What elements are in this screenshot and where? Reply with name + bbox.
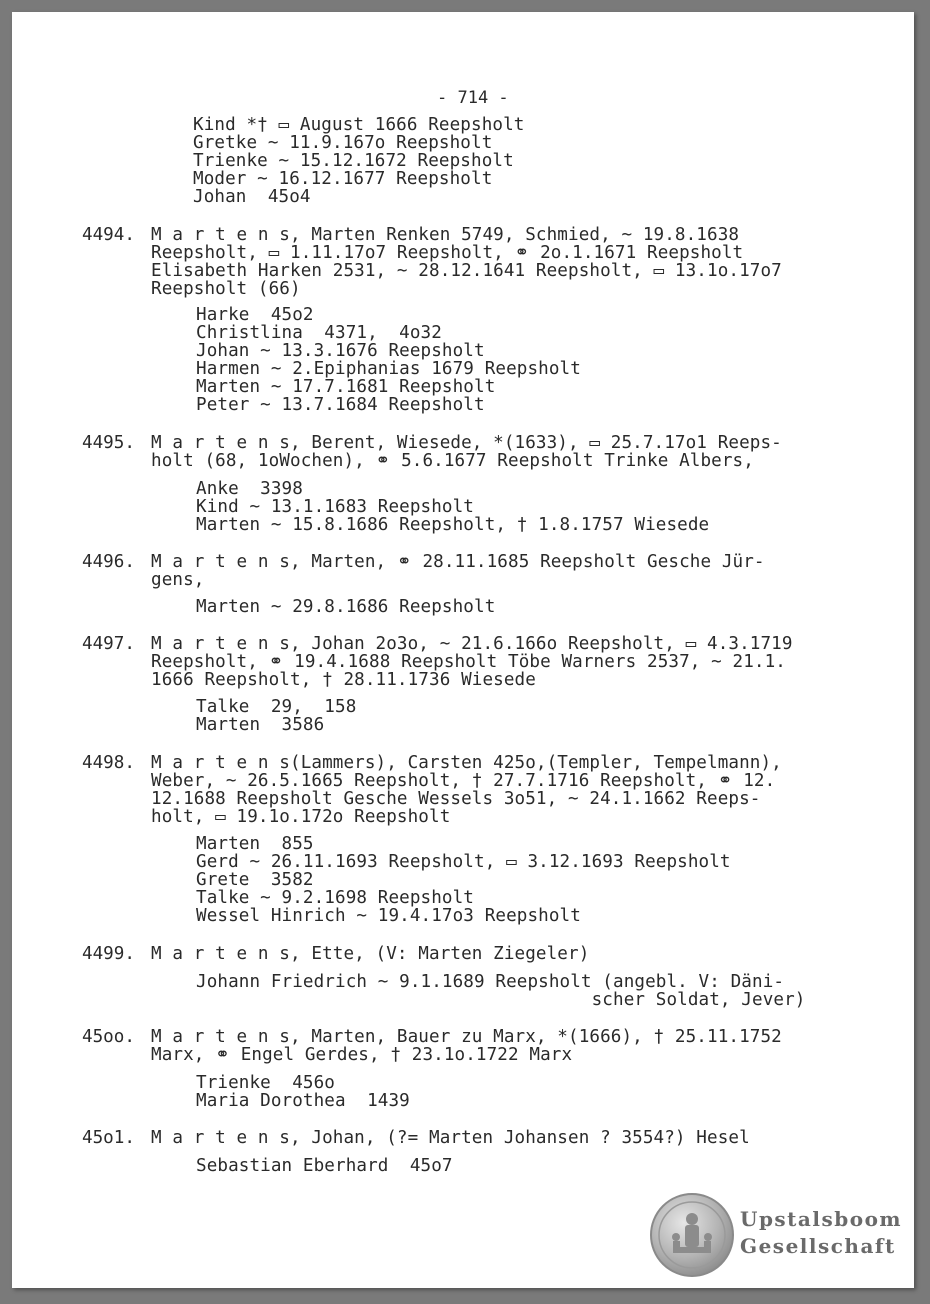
child-line: Talke 29, 158: [196, 697, 357, 717]
seal-logo-icon: [649, 1192, 735, 1278]
entry-line: holt (68, 1oWochen), ⚭ 5.6.1677 Reepsholt Trinke Albers,: [151, 451, 754, 471]
child-line: Talke ~ 9.2.1698 Reepsholt: [196, 888, 475, 908]
intro-line: Moder ~ 16.12.1677 Reepsholt: [193, 169, 493, 189]
child-line: Marten 855: [196, 834, 314, 854]
child-line: Marten ~ 17.7.1681 Reepsholt: [196, 377, 496, 397]
child-line: Trienke 456o: [196, 1073, 336, 1093]
entry-line: 12.1688 Reepsholt Gesche Wessels 3o51, ~ 24.1.1662 Reeps-: [151, 789, 761, 809]
entry-line: Reepsholt, ▭ 1.11.17o7 Reepsholt, ⚭ 2o.1.1671 Reepsholt: [151, 243, 744, 263]
child-line: Johann Friedrich ~ 9.1.1689 Reepsholt (angebl. V: Däni-: [196, 972, 785, 992]
entry-number: 4499.: [82, 944, 135, 964]
entry-line: Marx, ⚭ Engel Gerdes, † 23.1o.1722 Marx: [151, 1045, 573, 1065]
entry-number: 4495.: [82, 433, 135, 453]
child-line: Maria Dorothea 1439: [196, 1091, 410, 1111]
entry-number: 4498.: [82, 753, 135, 773]
entry-line: Reepsholt (66): [151, 279, 301, 299]
intro-line: Kind *† ▭ August 1666 Reepsholt: [193, 115, 525, 135]
child-line: scher Soldat, Jever): [196, 990, 806, 1010]
child-line: Sebastian Eberhard 45o7: [196, 1156, 453, 1176]
entry-line: M a r t e n s, Ette, (V: Marten Ziegeler): [151, 944, 590, 964]
entry-line: M a r t e n s, Berent, Wiesede, *(1633), ▭ 25.7.17o1 Reeps-: [151, 433, 782, 453]
entry-line: Reepsholt, ⚭ 19.4.1688 Reepsholt Töbe Warners 2537, ~ 21.1.: [151, 652, 786, 672]
entry-number: 45oo.: [82, 1027, 135, 1047]
child-line: Marten ~ 15.8.1686 Reepsholt, † 1.8.1757 Wiesede: [196, 515, 710, 535]
document-page: [12, 12, 914, 1288]
child-line: Marten 3586: [196, 715, 325, 735]
entry-line: M a r t e n s, Johan 2o3o, ~ 21.6.166o Reepsholt, ▭ 4.3.1719: [151, 634, 793, 654]
child-line: Anke 3398: [196, 479, 303, 499]
entry-number: 4497.: [82, 634, 135, 654]
entry-line: gens,: [151, 570, 205, 590]
logo-line-1: Upstalsboom: [740, 1207, 903, 1231]
entry-line: M a r t e n s, Marten, ⚭ 28.11.1685 Reepsholt Gesche Jür-: [151, 552, 765, 572]
entry-number: 4496.: [82, 552, 135, 572]
entry-number: 4494.: [82, 225, 135, 245]
child-line: Marten ~ 29.8.1686 Reepsholt: [196, 597, 496, 617]
child-line: Peter ~ 13.7.1684 Reepsholt: [196, 395, 485, 415]
child-line: Harke 45o2: [196, 305, 314, 325]
child-line: Grete 3582: [196, 870, 314, 890]
entry-line: M a r t e n s(Lammers), Carsten 425o,(Templer, Tempelmann),: [151, 753, 782, 773]
entry-number: 45o1.: [82, 1128, 135, 1148]
logo-line-2: Gesellschaft: [740, 1234, 896, 1258]
entry-line: 1666 Reepsholt, † 28.11.1736 Wiesede: [151, 670, 536, 690]
page-number: - 714 -: [437, 88, 509, 108]
child-line: Christlina 4371, 4o32: [196, 323, 442, 343]
child-line: Harmen ~ 2.Epiphanias 1679 Reepsholt: [196, 359, 581, 379]
society-logo-text: [740, 1206, 902, 1260]
child-line: Johan ~ 13.3.1676 Reepsholt: [196, 341, 485, 361]
entry-line: Elisabeth Harken 2531, ~ 28.12.1641 Reepsholt, ▭ 13.1o.17o7: [151, 261, 782, 281]
intro-line: Trienke ~ 15.12.1672 Reepsholt: [193, 151, 514, 171]
child-line: Kind ~ 13.1.1683 Reepsholt: [196, 497, 475, 517]
child-line: Wessel Hinrich ~ 19.4.17o3 Reepsholt: [196, 906, 581, 926]
entry-line: Weber, ~ 26.5.1665 Reepsholt, † 27.7.1716 Reepsholt, ⚭ 12.: [151, 771, 776, 791]
entry-line: M a r t e n s, Marten, Bauer zu Marx, *(1666), † 25.11.1752: [151, 1027, 782, 1047]
entry-line: M a r t e n s, Marten Renken 5749, Schmied, ~ 19.8.1638: [151, 225, 740, 245]
entry-line: M a r t e n s, Johan, (?= Marten Johansen ? 3554?) Hesel: [151, 1128, 750, 1148]
child-line: Gerd ~ 26.11.1693 Reepsholt, ▭ 3.12.1693 Reepsholt: [196, 852, 731, 872]
intro-line: Gretke ~ 11.9.167o Reepsholt: [193, 133, 493, 153]
entry-line: holt, ▭ 19.1o.172o Reepsholt: [151, 807, 451, 827]
intro-line: Johan 45o4: [193, 187, 311, 207]
